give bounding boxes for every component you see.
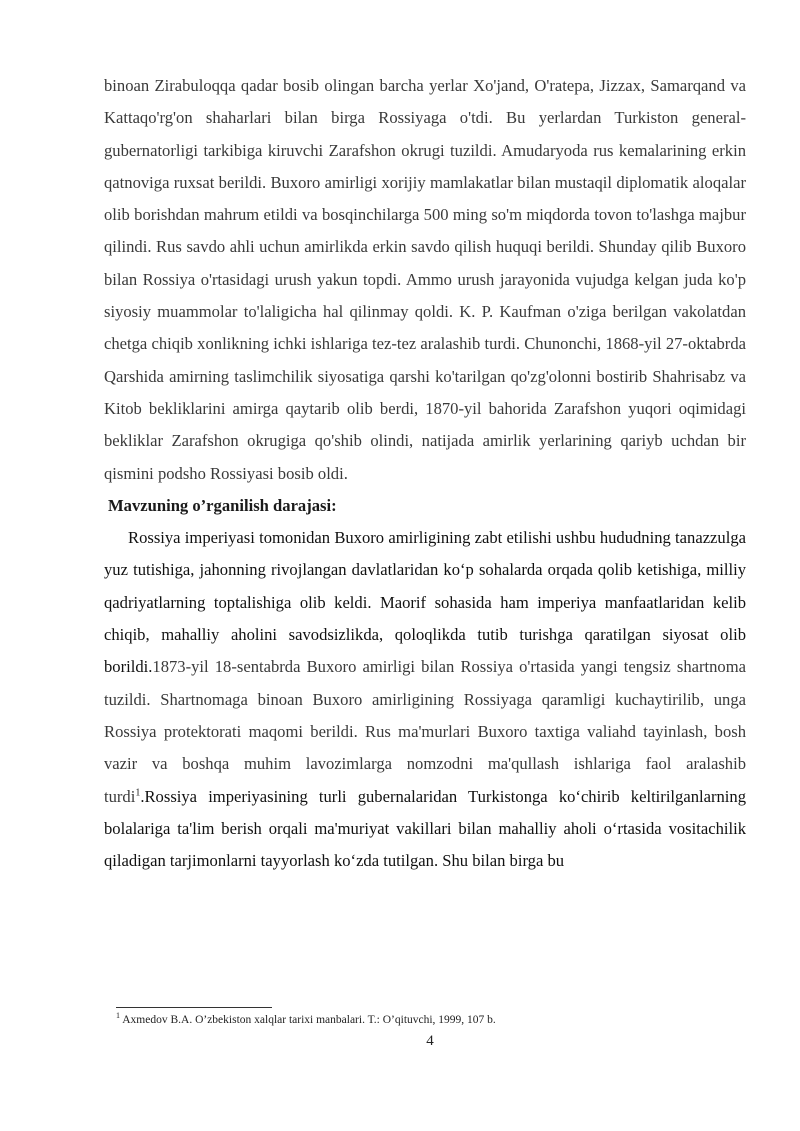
- page-number: 4: [426, 1033, 434, 1049]
- footnote: [116, 1012, 496, 1028]
- paragraph-2-part-b: 1873-yil 18-sentabrda Buxoro amirligi bilan Rossiya o'rtasida yangi tengsiz shartnoma tuzildi. Shartnomaga binoan Buxoro amirligining Rossiyaga qaramligi kuchaytirilib, unga Rossiya protektorati maqomi berildi. Rus ma'murlari Buxoro taxtiga valiahd tayinlash, bosh vazir va boshqa muhim lavozimlarga nomzodni ma'qullash ishlariga faol aralashib turdi: [104, 657, 746, 806]
- body-paragraph-2: [104, 522, 746, 877]
- footnote-marker: 1: [116, 1011, 120, 1021]
- paragraph-2-part-a: Rossiya imperiyasi tomonidan Buxoro amirligining zabt etilishi ushbu hududning tanazzulga yuz tutishiga, jahonning rivojlangan davlatlaridan ko‘p sohalarda orqada qolib ketishiga, milliy qadriyatlarning toptalishiga olib keldi. Maorif sohasida ham imperiya manfaatlaridan kelib chiqib, mahalliy aholini savodsizlikda, qoloqlikda tutib turishga qaratilgan siyosat olib borildi.: [104, 528, 746, 677]
- footnote-text: Axmedov B.A. O’zbekiston xalqlar tarixi manbalari. T.: O’qituvchi, 1999, 107 b.: [120, 1014, 496, 1026]
- footnote-reference[interactable]: 1: [135, 787, 141, 798]
- paragraph-2-part-c: .Rossiya imperiyasining turli gubernalaridan Turkistonga ko‘chirib keltirilganlarning bolalariga ta'lim berish orqali ma'muriyat vakillari bilan mahalliy aholi o‘rtasida vositachilik qiladigan tarjimonlarni tayyorlash ko‘zda tutilgan. Shu bilan birga bu: [104, 786, 746, 871]
- document-page: [104, 70, 746, 877]
- body-paragraph-1: binoan Zirabuloqqa qadar bosib olingan barcha yerlar Xo'jand, O'ratepa, Jizzax, Samarqand va Kattaqo'rg'on shaharlari bilan birga Rossiyaga o'tdi. Bu yerlardan Turkiston general-gubernatorligi tarkibiga kiruvchi Zarafshon okrugi tuzildi. Amudaryoda rus kemalarining erkin qatnoviga ruxsat berildi. Buxoro amirligi xorijiy mamlakatlar bilan mustaqil diplomatik aloqalar olib borishdan mahrum etildi va bosqinchilarga 500 ming so'm miqdorda tovon to'lashga majbur qilindi. Rus savdo ahli uchun amirlikda erkin savdo qilish huquqi berildi. Shunday qilib Buxoro bilan Rossiya o'rtasidagi urush yakun topdi. Ammo urush jarayonida vujudga kelgan juda ko'p siyosiy muammolar to'laligicha hal qilinmay qoldi. K. P. Kaufman o'ziga berilgan vakolatdan chetga chiqib xonlikning ichki ishlariga tez-tez aralashib turdi. Chunonchi, 1868-yil 27-oktabrda Qarshida amirning taslimchilik siyosatiga qarshi ko'tarilgan qo'zg'olonni bostirib Shahrisabz va Kitob bekliklarini amirga qaytarib olib berdi, 1870-yil bahorida Zarafshon yuqori oqimidagi bekliklar Zarafshon okrugiga qo'shib olindi, natijada amirlik yerlarining qariyb uchdan bir qismini podsho Rossiyasi bosib oldi.: [104, 76, 746, 483]
- section-heading: Mavzuning o’rganilish darajasi:: [108, 495, 337, 515]
- footnote-divider: [116, 1007, 272, 1008]
